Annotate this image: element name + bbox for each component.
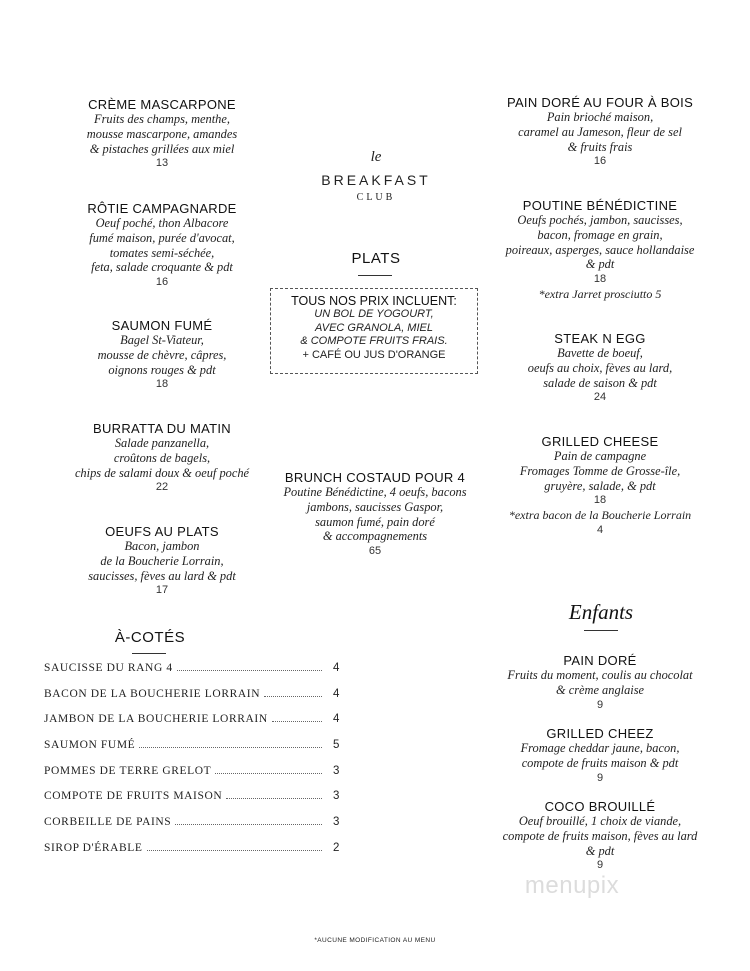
kids-item-coco-brouille [484,799,716,873]
side-price: 3 [333,816,340,829]
dot-leader [139,747,322,748]
price-includes-box [270,288,478,374]
item-price: 13 [155,157,169,170]
menupix-watermark: menupix [524,872,620,899]
item-price: 22 [155,481,169,494]
item-price: 17 [155,584,169,597]
item-name: BURRATTA DU MATIN [93,421,231,436]
kids-item-pain-dore [484,653,716,713]
includes-title: TOUS NOS PRIX INCLUENT: [291,294,457,308]
menu-item-brunch-costaud [268,470,482,559]
item-description: Fruits des champs, menthe, mousse mascarpone, amandes & pistaches grillées aux miel [86,112,238,156]
menu-item-grilled-cheese [484,434,716,538]
logo-le: le [370,149,382,165]
item-name: CRÈME MASCARPONE [88,97,236,112]
includes-line: AVEC GRANOLA, MIEL [315,321,433,334]
item-name: STEAK N EGG [554,331,646,346]
includes-line: UN BOL DE YOGOURT, [314,308,434,320]
dot-leader [226,798,322,799]
logo-breakfast: BREAKFAST [321,172,431,188]
item-description: Poutine Bénédictine, 4 oeufs, bacons jambons, saucisses Gaspor, saumon fumé, pain doré & accompagnements [283,485,467,544]
side-item [44,765,340,791]
includes-line: & COMPOTE FRUITS FRAIS. [300,335,448,347]
item-name: PAIN DORÉ AU FOUR À BOIS [506,95,694,110]
item-name: COCO BROUILLÉ [544,799,656,814]
side-item [44,688,340,714]
sides-divider [132,653,166,654]
item-name: SAUMON FUMÉ [111,318,213,333]
side-name: CORBEILLE DE PAINS [44,816,172,829]
side-name: COMPOTE DE FRUITS MAISON [44,790,223,803]
side-item [44,842,340,868]
item-description: Oeufs pochés, jambon, saucisses, bacon, fromage en grain, poireaux, asperges, sauce hollandaise & pdt [505,213,695,272]
footnote: *AUCUNE MODIFICATION AU MENU [314,937,436,944]
item-description: Oeuf poché, thon Albacore fumé maison, purée d'avocat, tomates semi-séchée, feta, salade croquante & pdt [89,216,235,275]
side-name: SAUCISSE DU RANG 4 [44,662,173,674]
dot-leader [215,773,322,774]
logo-club: CLUB [356,192,396,203]
side-item [44,790,340,816]
plats-divider [358,275,392,276]
item-extra-price: 4 [596,524,604,537]
item-price: 9 [596,698,604,711]
kids-item-grilled-cheez [484,726,716,786]
item-description: Bagel St-Viateur, mousse de chèvre, câpres, oignons rouges & pdt [97,333,227,377]
side-price: 3 [333,764,340,777]
item-name: BRUNCH COSTAUD POUR 4 [284,470,466,485]
item-name: PAIN DORÉ [563,653,637,668]
item-price: 16 [155,276,169,289]
menu-item-oeufs-au-plats [44,524,280,598]
item-price: 18 [593,494,607,507]
item-price: 24 [593,391,607,404]
item-price: 65 [368,545,382,558]
item-price: 18 [155,378,169,391]
side-price: 2 [333,841,340,854]
side-name: POMMES DE TERRE GRELOT [44,764,212,777]
item-name: GRILLED CHEEZ [546,726,654,741]
dot-leader [175,824,322,825]
menu-item-saumon-fume [44,318,280,392]
menu-item-burratta-du-matin [40,421,284,495]
side-item [44,662,340,688]
plats-heading: PLATS [351,250,401,267]
side-price: 4 [333,662,340,674]
item-price: 16 [593,155,607,168]
dot-leader [177,670,322,671]
side-price: 4 [333,713,340,726]
menu-item-creme-mascarpone [44,97,280,171]
item-description: Pain de campagne Fromages Tomme de Grosse-île, gruyère, salade, & pdt [519,449,681,493]
dot-leader [264,696,322,697]
item-price: 9 [596,859,604,872]
enfants-heading: Enfants [568,600,634,624]
item-name: RÔTIE CAMPAGNARDE [87,201,237,216]
side-name: BACON DE LA BOUCHERIE LORRAIN [44,687,261,700]
sides-list [44,662,340,868]
side-price: 4 [333,687,340,700]
item-name: OEUFS AU PLATS [105,524,219,539]
side-name: SIROP D'ÉRABLE [44,841,143,854]
sides-heading: À-COTÉS [114,629,186,646]
item-name: POUTINE BÉNÉDICTINE [522,198,678,213]
menu-item-poutine-benedictine [484,198,716,302]
item-description: Bacon, jambon de la Boucherie Lorrain, saucisses, fèves au lard & pdt [88,539,236,583]
item-price: 9 [596,771,604,784]
dot-leader [272,721,322,722]
menu-item-rotie-campagnarde [44,201,280,290]
side-name: JAMBON DE LA BOUCHERIE LORRAIN [44,713,268,726]
side-item [44,713,340,739]
item-description: Pain brioché maison, caramel au Jameson, fleur de sel & fruits frais [518,110,682,154]
item-description: Oeuf brouillé, 1 choix de viande, compote de fruits maison, fèves au lard & pdt [502,814,698,858]
item-description: Bavette de boeuf, oeufs au choix, fèves au lard, salade de saison & pdt [527,346,673,390]
item-description: Salade panzanella, croûtons de bagels, chips de salami doux & oeuf poché [74,436,250,480]
enfants-divider [584,630,618,631]
side-item [44,816,340,842]
item-description: Fromage cheddar jaune, bacon, compote de fruits maison & pdt [520,741,680,770]
item-description: Fruits du moment, coulis au chocolat & crème anglaise [507,668,693,697]
side-item [44,739,340,765]
item-extra: *extra bacon de la Boucherie Lorrain [508,508,692,523]
side-price: 3 [333,790,340,803]
menu-item-steak-n-egg [484,331,716,405]
side-price: 5 [333,739,340,752]
side-name: SAUMON FUMÉ [44,739,136,752]
includes-line: + CAFÉ OU JUS D'ORANGE [302,348,446,361]
menu-item-pain-dore-four [484,95,716,169]
item-extra: *extra Jarret prosciutto 5 [538,287,662,302]
item-name: GRILLED CHEESE [541,434,659,449]
item-price: 18 [593,273,607,286]
dot-leader [147,850,322,851]
